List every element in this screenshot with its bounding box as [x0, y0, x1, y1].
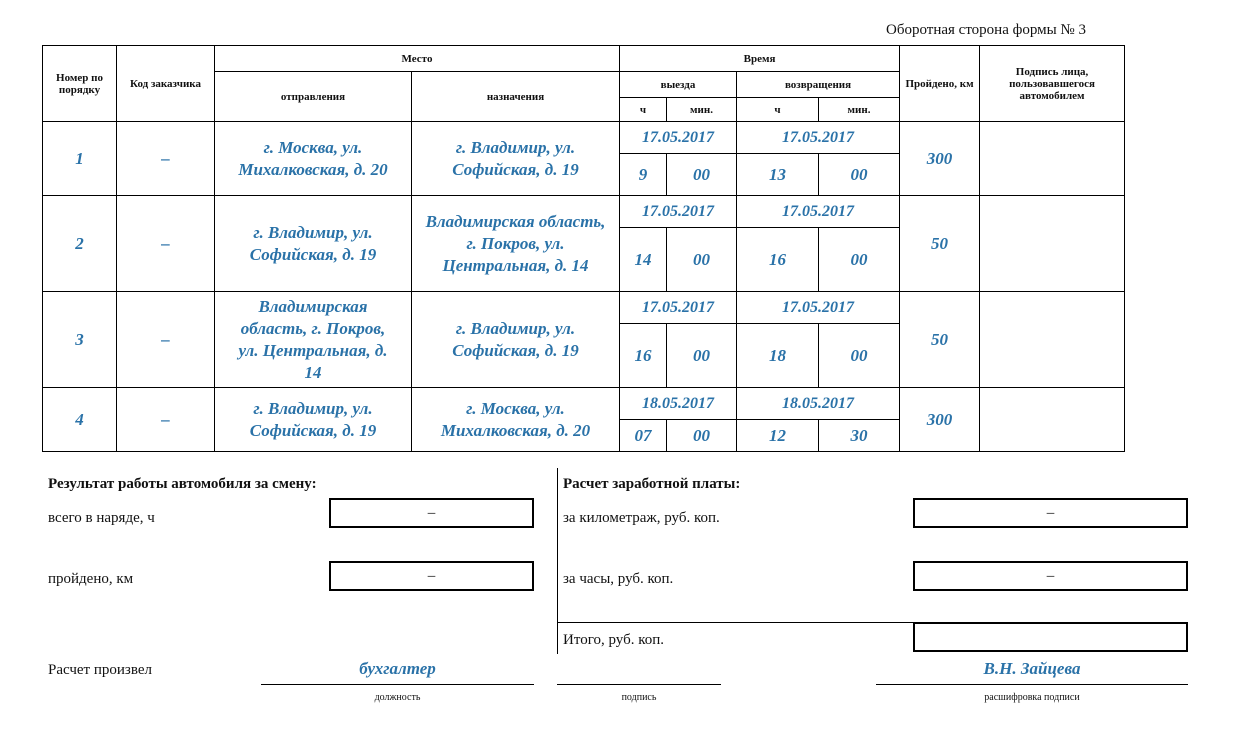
table-row: [43, 292, 1125, 324]
row-km: 50: [900, 292, 980, 388]
header-leave-min: мин.: [667, 98, 737, 122]
header-leave-h: ч: [620, 98, 667, 122]
row-dep-date: 18.05.2017: [620, 388, 737, 420]
decoding-caption: расшифровка подписи: [984, 692, 1080, 703]
table-row: [43, 122, 1125, 154]
row-dep-min: 00: [667, 324, 737, 388]
row-dep-h: 9: [620, 154, 667, 196]
row-signature: [980, 388, 1125, 452]
row-dep-h: 16: [620, 324, 667, 388]
row-number: 4: [43, 388, 117, 452]
row-from: Владимирская область, г. Покров, ул. Центральная, д. 14: [215, 292, 412, 388]
row-dep-min: 00: [667, 154, 737, 196]
trip-log-table: [42, 45, 1125, 452]
row-client-code: –: [117, 122, 215, 196]
row-number: 3: [43, 292, 117, 388]
header-return-h: ч: [737, 98, 819, 122]
row-from: г. Владимир, ул. Софийская, д. 19: [215, 196, 412, 292]
row-ret-h: 18: [737, 324, 819, 388]
header-place: Место: [215, 46, 620, 72]
header-destination: назначения: [412, 72, 620, 122]
results-km-box[interactable]: –: [329, 561, 534, 591]
results-hours-box[interactable]: –: [329, 498, 534, 528]
signoff-label: Расчет произвел: [48, 662, 152, 678]
row-dep-date: 17.05.2017: [620, 196, 737, 228]
results-title: Результат работы автомобиля за смену:: [48, 476, 317, 492]
total-divider: [557, 622, 913, 623]
signature-line: [557, 684, 721, 685]
table-row: [43, 196, 1125, 228]
decoding-line: [876, 684, 1188, 685]
row-dep-min: 00: [667, 228, 737, 292]
position-caption: должность: [374, 692, 421, 703]
header-time: Время: [620, 46, 900, 72]
row-client-code: –: [117, 292, 215, 388]
row-from: г. Москва, ул. Михалковская, д. 20: [215, 122, 412, 196]
header-departure-place: отправления: [215, 72, 412, 122]
results-hours-label: всего в наряде, ч: [48, 510, 155, 526]
row-ret-h: 13: [737, 154, 819, 196]
row-client-code: –: [117, 388, 215, 452]
row-signature: [980, 292, 1125, 388]
row-dep-h: 14: [620, 228, 667, 292]
position-line: [261, 684, 534, 685]
row-ret-min: 00: [819, 228, 900, 292]
salary-title: Расчет заработной платы:: [563, 476, 741, 492]
row-to: г. Москва, ул. Михалковская, д. 20: [412, 388, 620, 452]
row-dep-date: 17.05.2017: [620, 122, 737, 154]
signoff-position-value: бухгалтер: [359, 659, 436, 678]
salary-total-label: Итого, руб. коп.: [563, 632, 665, 648]
row-ret-h: 12: [737, 420, 819, 452]
row-client-code: –: [117, 196, 215, 292]
row-to: г. Владимир, ул. Софийская, д. 19: [412, 122, 620, 196]
salary-total-box[interactable]: [913, 622, 1188, 652]
salary-hours-box[interactable]: –: [913, 561, 1188, 591]
row-to: Владимирская область, г. Покров, ул. Центральная, д. 14: [412, 196, 620, 292]
signature-caption: подпись: [621, 692, 657, 703]
row-km: 300: [900, 122, 980, 196]
salary-mileage-box[interactable]: –: [913, 498, 1188, 528]
row-number: 2: [43, 196, 117, 292]
signoff-name-value: В.Н. Зайцева: [983, 659, 1081, 678]
table-row: [43, 388, 1125, 420]
row-ret-date: 17.05.2017: [737, 196, 900, 228]
row-dep-min: 00: [667, 420, 737, 452]
salary-mileage-label: за километраж, руб. коп.: [563, 510, 720, 526]
row-ret-min: 00: [819, 154, 900, 196]
row-ret-min: 00: [819, 324, 900, 388]
header-signature: Подпись лица, пользовавшегося автомобилем: [980, 46, 1125, 122]
header-number: Номер по порядку: [43, 46, 117, 122]
header-leave: выезда: [620, 72, 737, 98]
row-dep-date: 17.05.2017: [620, 292, 737, 324]
section-divider: [557, 468, 558, 654]
row-ret-date: 18.05.2017: [737, 388, 900, 420]
salary-hours-label: за часы, руб. коп.: [563, 571, 674, 587]
form-caption: Оборотная сторона формы № 3: [886, 22, 1086, 38]
row-ret-min: 30: [819, 420, 900, 452]
row-ret-date: 17.05.2017: [737, 292, 900, 324]
header-return-min: мин.: [819, 98, 900, 122]
row-dep-h: 07: [620, 420, 667, 452]
row-signature: [980, 122, 1125, 196]
results-km-label: пройдено, км: [48, 571, 134, 587]
row-km: 50: [900, 196, 980, 292]
header-client-code: Код заказчика: [117, 46, 215, 122]
row-signature: [980, 196, 1125, 292]
header-distance: Пройдено, км: [900, 46, 980, 122]
row-km: 300: [900, 388, 980, 452]
row-number: 1: [43, 122, 117, 196]
row-ret-date: 17.05.2017: [737, 122, 900, 154]
row-ret-h: 16: [737, 228, 819, 292]
row-to: г. Владимир, ул. Софийская, д. 19: [412, 292, 620, 388]
row-from: г. Владимир, ул. Софийская, д. 19: [215, 388, 412, 452]
header-return: возвращения: [737, 72, 900, 98]
